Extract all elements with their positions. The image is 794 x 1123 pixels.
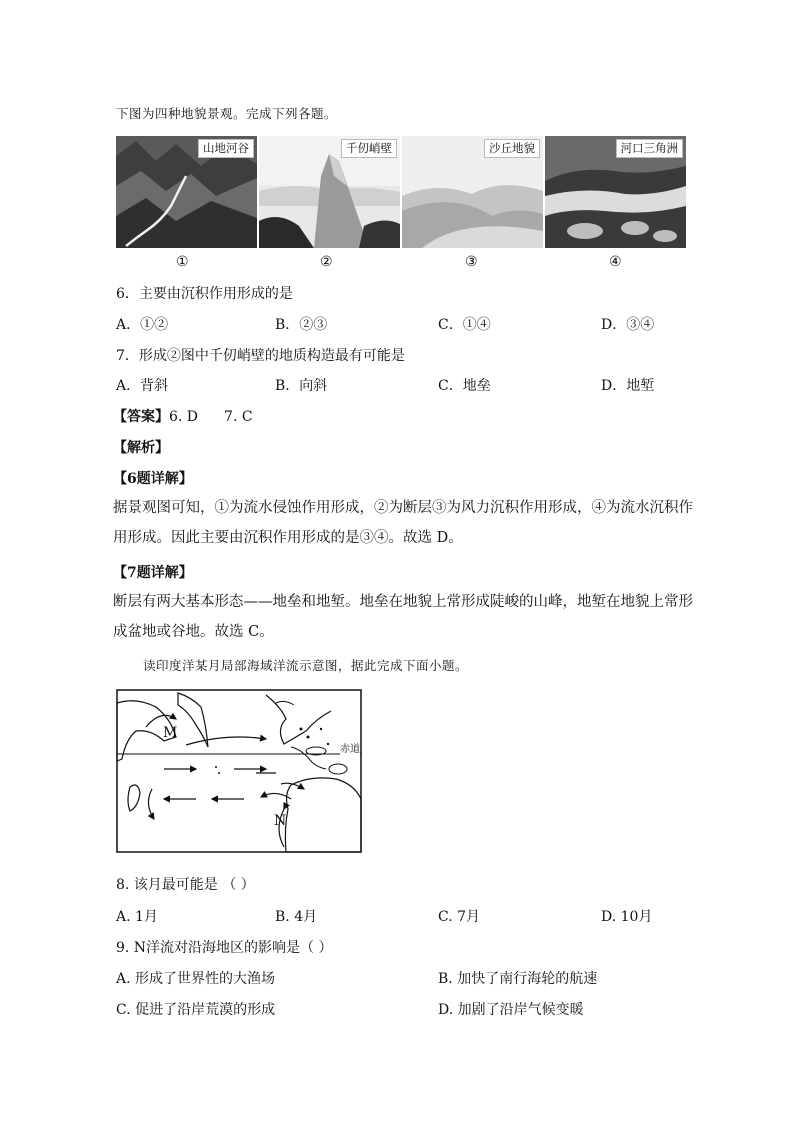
section-intro-2: 读印度洋某月局部海域洋流示意图，据此完成下面小题。 — [143, 658, 469, 673]
photo-number: ③ — [465, 254, 478, 270]
analysis-label: 【解析】 — [113, 440, 169, 456]
q6-option-d[interactable]: D．③④ — [601, 317, 655, 333]
answer-7: 7. C — [224, 409, 253, 425]
detail-6-text — [113, 493, 693, 553]
detail-6-line-2: 用形成。因此主要由沉积作用形成的是③④。故选 D。 — [113, 530, 463, 546]
section-intro: 下图为四种地貌景观。完成下列各题。 — [116, 106, 338, 121]
detail-7-line-1: 断层有两大基本形态——地垒和地堑。地垒在地貌上常形成陡峻的山峰，地堑在地貌上常形 — [113, 594, 693, 610]
q6-option-b[interactable]: B．②③ — [275, 317, 328, 333]
detail-7-text — [113, 587, 693, 647]
ocean-current-map — [116, 689, 362, 853]
q9-option-d[interactable]: D. 加剧了沿岸气候变暖 — [438, 1002, 584, 1018]
q7-option-d[interactable]: D．地堑 — [601, 378, 655, 394]
question-6-stem: 6．主要由沉积作用形成的是 — [116, 286, 293, 302]
photo-mountain-valley — [116, 136, 257, 248]
photo-label: 河口三角洲 — [616, 139, 684, 158]
q6-option-a[interactable]: A．①② — [116, 317, 169, 333]
photo-number: ① — [176, 254, 189, 270]
answer-label: 【答案】 — [113, 409, 169, 425]
answer-row — [113, 406, 253, 426]
q8-option-b[interactable]: B. 4月 — [275, 909, 318, 925]
photo-number: ④ — [609, 254, 622, 270]
q9-option-a[interactable]: A. 形成了世界性的大渔场 — [116, 971, 276, 987]
question-9-stem: 9. N洋流对沿海地区的影响是（ ） — [116, 940, 333, 956]
map-drawing — [116, 689, 362, 853]
question-8-stem: 8. 该月最可能是 （ ） — [116, 877, 255, 893]
detail-6-line-1: 据景观图可知，①为流水侵蚀作用形成，②为断层③为风力沉积作用形成，④为流水沉积作 — [113, 500, 693, 516]
q6-option-c[interactable]: C．①④ — [438, 317, 491, 333]
detail-7-line-2: 成盆地或谷地。故选 C。 — [113, 624, 274, 640]
q7-option-b[interactable]: B．向斜 — [275, 378, 328, 394]
photo-label: 千仞峭壁 — [341, 139, 397, 158]
map-label-m: M — [163, 725, 178, 741]
q8-option-c[interactable]: C. 7月 — [438, 909, 481, 925]
detail-6-label: 【6题详解】 — [113, 471, 193, 487]
answer-6: 6. D — [169, 409, 199, 425]
q8-option-a[interactable]: A. 1月 — [116, 909, 158, 925]
q9-option-b[interactable]: B. 加快了南行海轮的航速 — [438, 971, 598, 987]
photo-label: 沙丘地貌 — [484, 139, 540, 158]
q8-option-d[interactable]: D. 10月 — [601, 909, 653, 925]
q7-option-c[interactable]: C．地垒 — [438, 378, 491, 394]
detail-7-label: 【7题详解】 — [113, 565, 193, 581]
photo-dunes — [402, 136, 543, 248]
map-label-n: N — [274, 813, 287, 829]
photo-delta — [545, 136, 686, 248]
photo-label: 山地河谷 — [198, 139, 254, 158]
q9-option-c[interactable]: C. 促进了沿岸荒漠的形成 — [116, 1002, 276, 1018]
photo-number: ② — [320, 254, 333, 270]
map-label-equator: 赤道 — [340, 740, 360, 755]
photo-cliff — [259, 136, 400, 248]
q7-option-a[interactable]: A．背斜 — [116, 378, 169, 394]
question-7-stem: 7．形成②图中千仞峭壁的地质构造最有可能是 — [116, 348, 405, 364]
